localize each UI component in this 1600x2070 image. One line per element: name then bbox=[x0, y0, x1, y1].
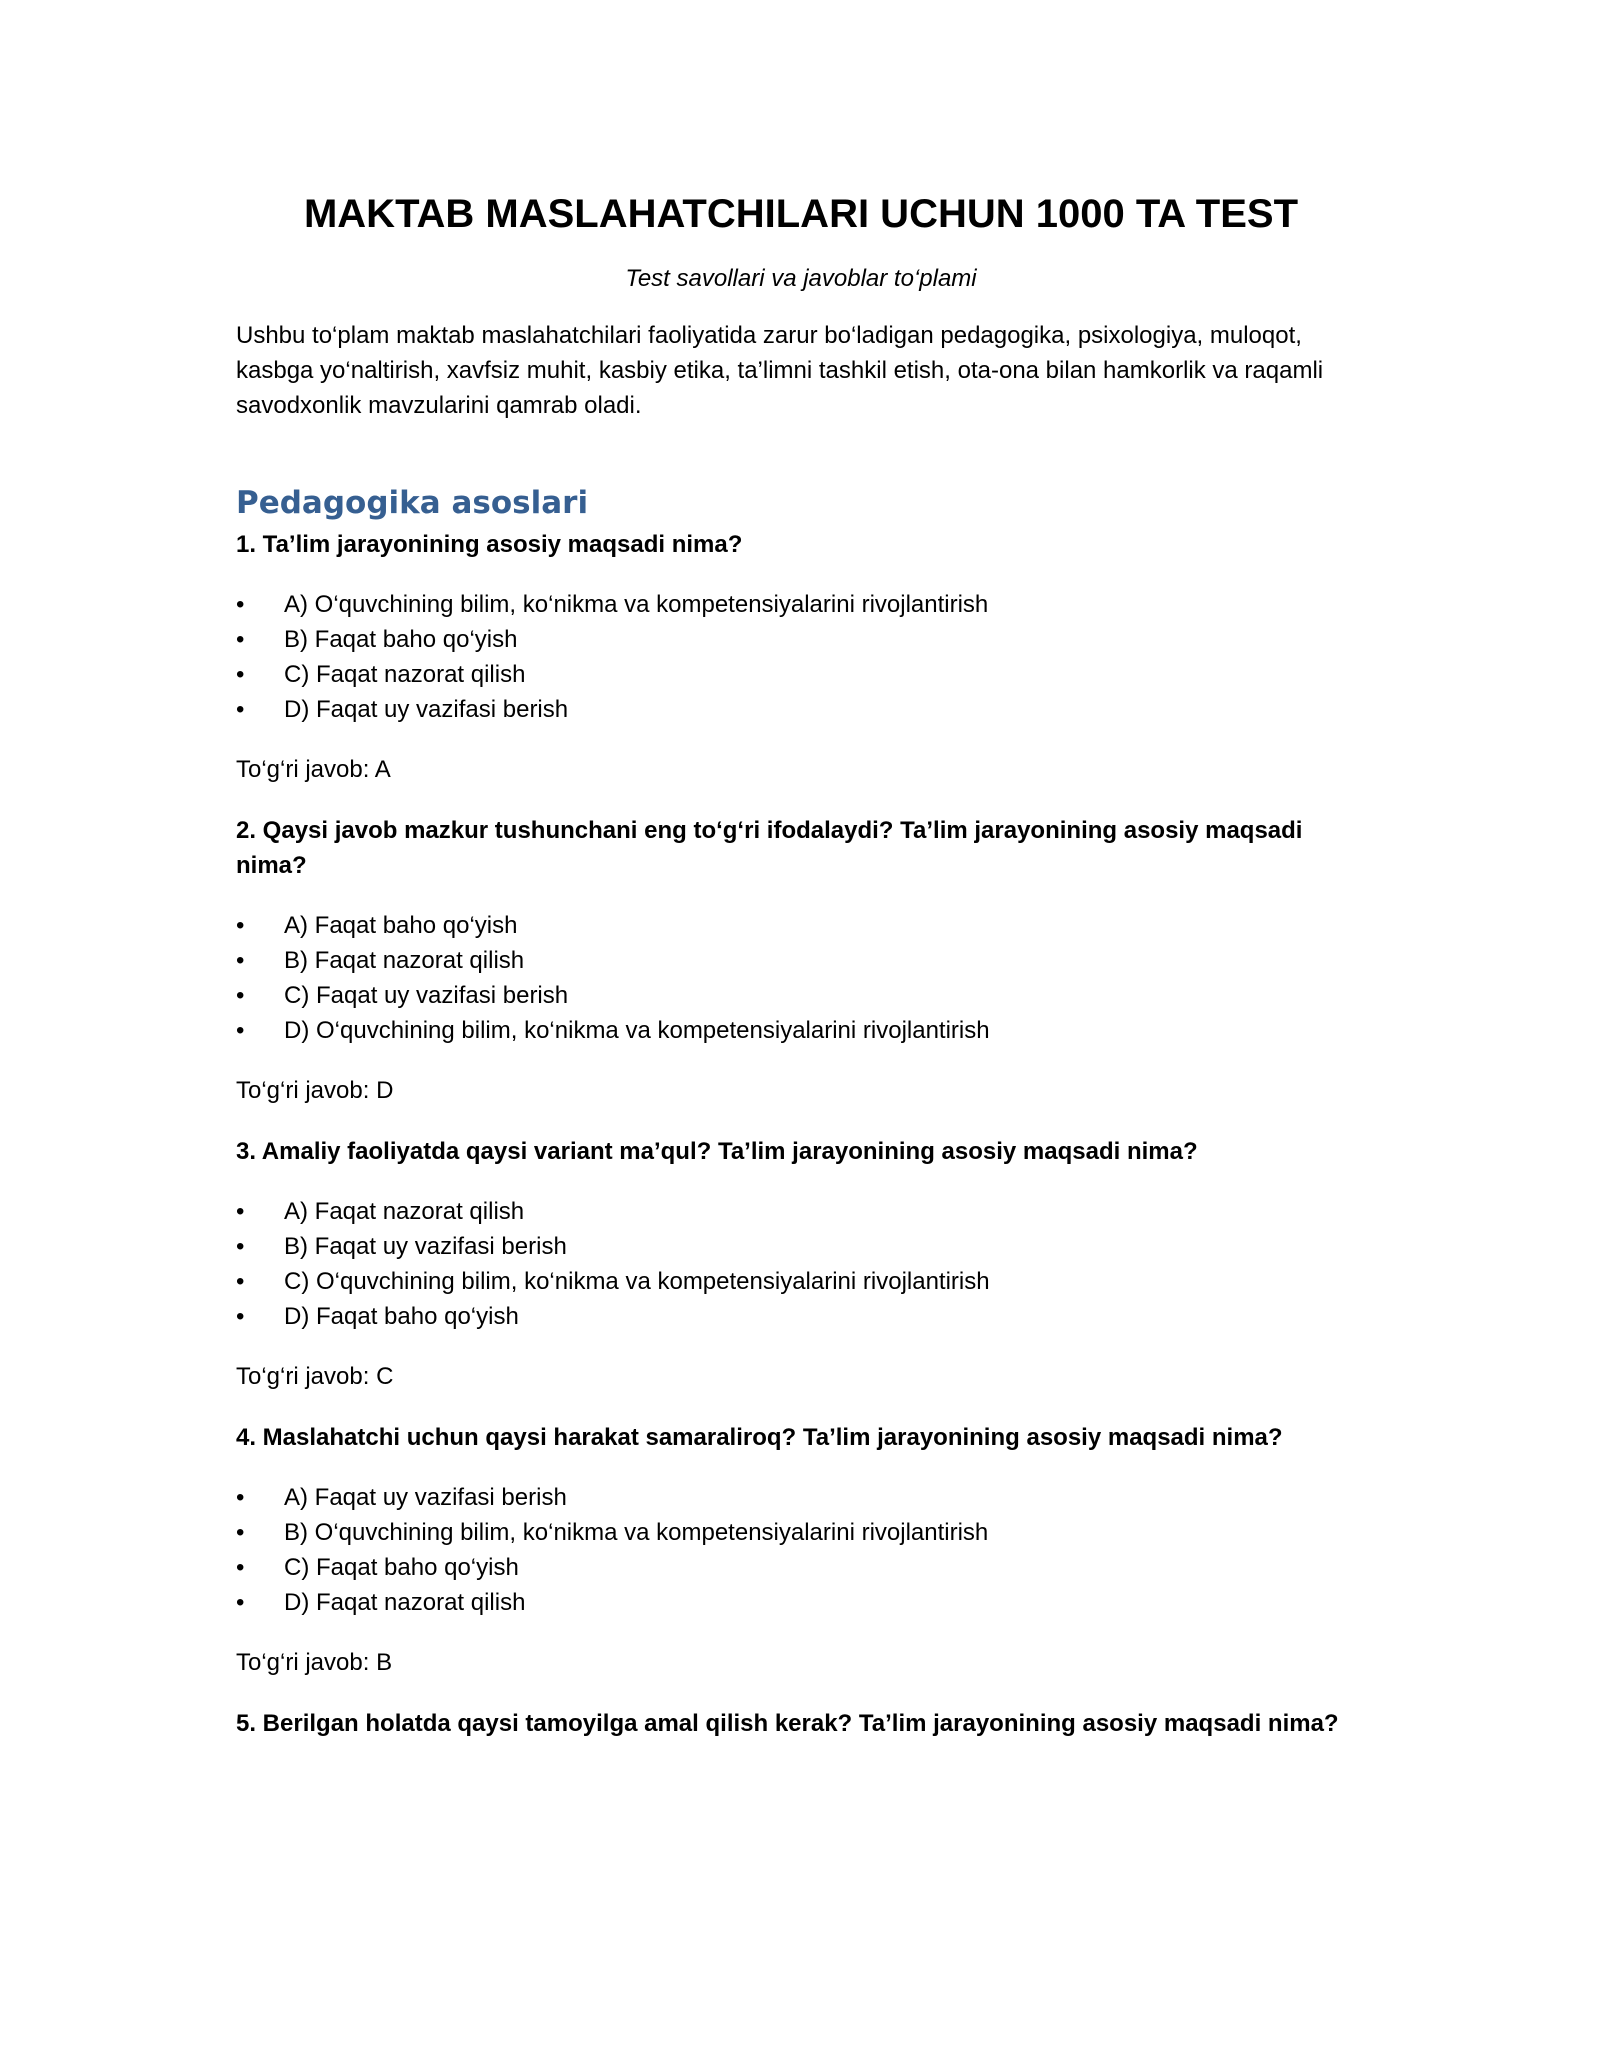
option-item bbox=[236, 1229, 1366, 1264]
bullet-icon: • bbox=[236, 1233, 245, 1260]
bullet-icon: • bbox=[236, 1589, 245, 1616]
option-text: B) Faqat nazorat qilish bbox=[284, 947, 525, 974]
options-list bbox=[236, 1480, 1366, 1620]
question-3 bbox=[236, 1134, 1366, 1394]
bullet-icon: • bbox=[236, 1519, 245, 1546]
question-1 bbox=[236, 527, 1366, 787]
document-subtitle: Test savollari va javoblar to‘plami bbox=[625, 265, 977, 292]
option-text: B) O‘quvchining bilim, ko‘nikma va kompetensiyalarini rivojlantirish bbox=[284, 1519, 989, 1546]
option-text: C) O‘quvchining bilim, ko‘nikma va kompetensiyalarini rivojlantirish bbox=[284, 1268, 990, 1295]
question-text: 5. Berilgan holatda qaysi tamoyilga amal qilish kerak? Ta’lim jarayonining asosiy maqsadi nima? bbox=[236, 1710, 1339, 1737]
option-item bbox=[236, 587, 1366, 622]
option-item bbox=[236, 692, 1366, 727]
question-5 bbox=[236, 1706, 1366, 1741]
option-text: C) Faqat nazorat qilish bbox=[284, 661, 526, 688]
option-item bbox=[236, 1550, 1366, 1585]
document-content bbox=[236, 186, 1366, 1741]
option-item bbox=[236, 1299, 1366, 1334]
bullet-icon: • bbox=[236, 1484, 245, 1511]
document-title: MAKTAB MASLAHATCHILARI UCHUN 1000 TA TEST bbox=[303, 192, 1299, 236]
intro-paragraph: Ushbu to‘plam maktab maslahatchilari faoliyatida zarur bo‘ladigan pedagogika, psixologiya, muloqot, kasbga yo‘naltirish, xavfsiz muhit, kasbiy etika, ta’limni tashkil etish, ota-ona bilan hamkorlik va raqamli savodxonlik mavzularini qamrab oladi. bbox=[236, 322, 1324, 419]
option-item bbox=[236, 943, 1366, 978]
bullet-icon: • bbox=[236, 1198, 245, 1225]
bullet-icon: • bbox=[236, 591, 245, 618]
question-text: 3. Amaliy faoliyatda qaysi variant ma’qul? Ta’lim jarayonining asosiy maqsadi nima? bbox=[236, 1138, 1198, 1165]
option-text: D) Faqat uy vazifasi berish bbox=[284, 696, 569, 723]
question-text: 2. Qaysi javob mazkur tushunchani eng to‘g‘ri ifodalaydi? Ta’lim jarayonining asosiy maqsadi nima? bbox=[236, 817, 1303, 879]
option-item bbox=[236, 978, 1366, 1013]
option-item bbox=[236, 1480, 1366, 1515]
option-text: A) Faqat baho qo‘yish bbox=[284, 912, 518, 939]
bullet-icon: • bbox=[236, 912, 245, 939]
question-text: 4. Maslahatchi uchun qaysi harakat samaraliroq? Ta’lim jarayonining asosiy maqsadi nima? bbox=[236, 1424, 1283, 1451]
bullet-icon: • bbox=[236, 661, 245, 688]
options-list bbox=[236, 587, 1366, 727]
bullet-icon: • bbox=[236, 1303, 245, 1330]
bullet-icon: • bbox=[236, 1554, 245, 1581]
question-4 bbox=[236, 1420, 1366, 1680]
option-item bbox=[236, 908, 1366, 943]
correct-answer: To‘g‘ri javob: D bbox=[236, 1077, 394, 1104]
option-text: C) Faqat baho qo‘yish bbox=[284, 1554, 519, 1581]
correct-answer: To‘g‘ri javob: A bbox=[236, 756, 391, 783]
option-text: D) O‘quvchining bilim, ko‘nikma va kompetensiyalarini rivojlantirish bbox=[284, 1017, 990, 1044]
option-text: C) Faqat uy vazifasi berish bbox=[284, 982, 569, 1009]
option-item bbox=[236, 1264, 1366, 1299]
option-text: D) Faqat nazorat qilish bbox=[284, 1589, 526, 1616]
bullet-icon: • bbox=[236, 626, 245, 653]
option-item bbox=[236, 657, 1366, 692]
option-item bbox=[236, 622, 1366, 657]
bullet-icon: • bbox=[236, 947, 245, 974]
bullet-icon: • bbox=[236, 1268, 245, 1295]
bullet-icon: • bbox=[236, 1017, 245, 1044]
option-text: A) O‘quvchining bilim, ko‘nikma va kompetensiyalarini rivojlantirish bbox=[284, 591, 989, 618]
option-text: D) Faqat baho qo‘yish bbox=[284, 1303, 519, 1330]
option-text: A) Faqat nazorat qilish bbox=[284, 1198, 525, 1225]
question-2 bbox=[236, 813, 1366, 1108]
option-text: B) Faqat baho qo‘yish bbox=[284, 626, 518, 653]
correct-answer: To‘g‘ri javob: B bbox=[236, 1649, 393, 1676]
bullet-icon: • bbox=[236, 696, 245, 723]
option-text: B) Faqat uy vazifasi berish bbox=[284, 1233, 567, 1260]
question-text: 1. Ta’lim jarayonining asosiy maqsadi nima? bbox=[236, 531, 743, 558]
options-list bbox=[236, 908, 1366, 1048]
option-item bbox=[236, 1585, 1366, 1620]
option-item bbox=[236, 1515, 1366, 1550]
correct-answer: To‘g‘ri javob: C bbox=[236, 1363, 394, 1390]
bullet-icon: • bbox=[236, 982, 245, 1009]
option-text: A) Faqat uy vazifasi berish bbox=[284, 1484, 567, 1511]
option-item bbox=[236, 1013, 1366, 1048]
option-item bbox=[236, 1194, 1366, 1229]
section-heading: Pedagogika asoslari bbox=[236, 485, 589, 521]
options-list bbox=[236, 1194, 1366, 1334]
